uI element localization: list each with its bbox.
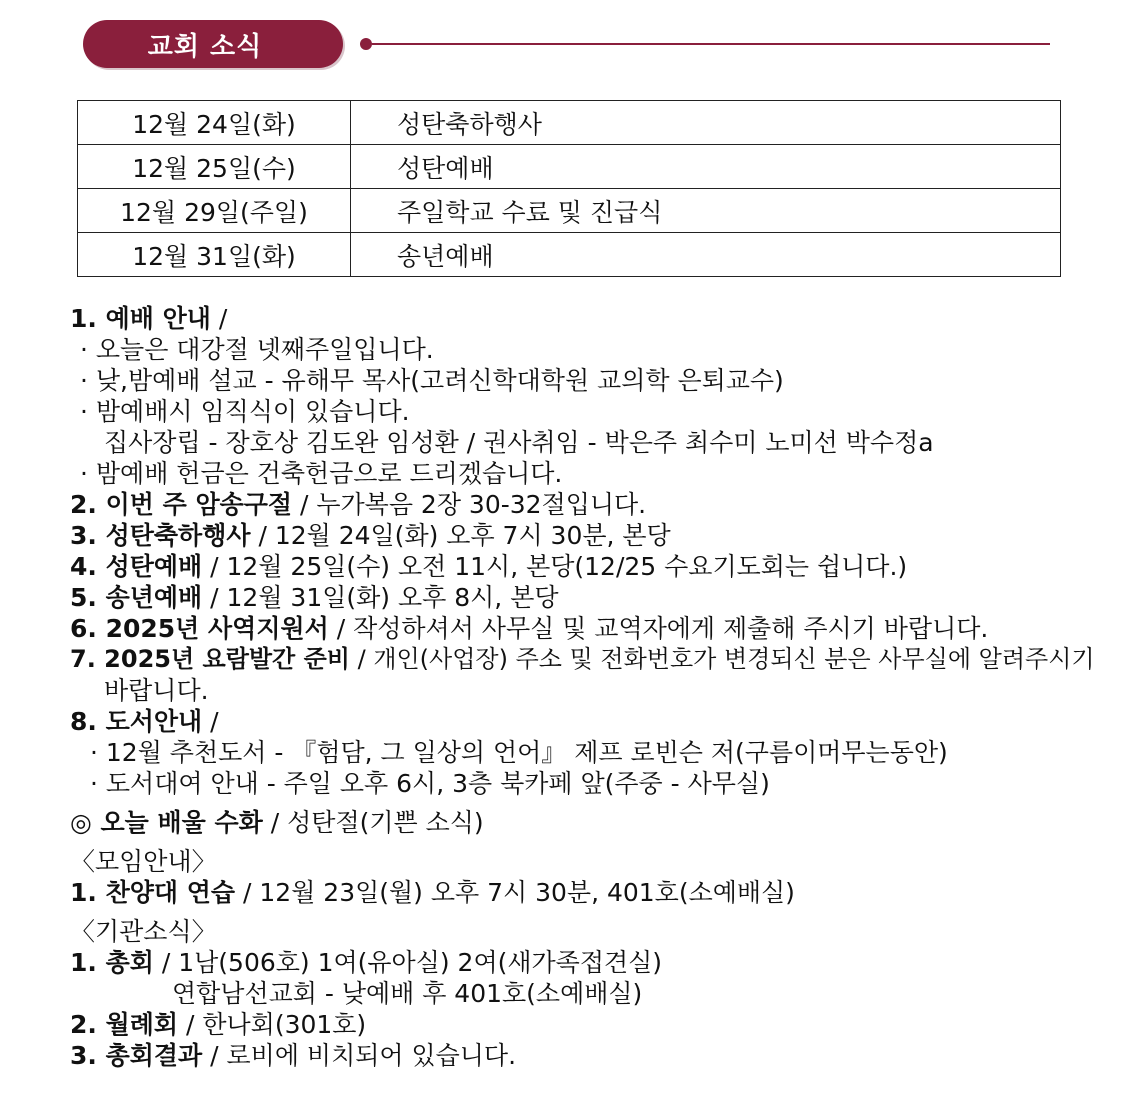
meeting-item [70, 877, 1070, 908]
section-header [0, 0, 1124, 90]
schedule-date: 12월 24일(화) [78, 101, 351, 145]
table-row [78, 189, 1061, 233]
schedule-event: 송년예배 [351, 233, 1061, 277]
org-text: / 한나회(301호) [178, 1010, 367, 1039]
org-item [70, 947, 1070, 978]
schedule-event: 주일학교 수료 및 진급식 [351, 189, 1061, 233]
header-rule-line [372, 43, 1050, 45]
notice-text: / 개인(사업장) 주소 및 전화번호가 변경되신 분은 사무실에 알려주시기 [349, 645, 1095, 673]
meeting-label: 1. 찬양대 연습 [70, 878, 236, 907]
notice-text: / 12월 24일(화) 오후 7시 30분, 본당 [250, 521, 671, 550]
list-item: 집사장립 - 장호상 김도완 임성환 / 권사취임 - 박은주 최수미 노미선 박수정a [104, 428, 934, 457]
list-item: · 밤예배시 임직식이 있습니다. [80, 397, 410, 426]
notice-label: 6. 2025년 사역지원서 [70, 614, 329, 643]
org-item [70, 1040, 1070, 1071]
meeting-text: / 12월 23일(월) 오후 7시 30분, 401호(소예배실) [235, 878, 795, 907]
schedule-event: 성탄예배 [351, 145, 1061, 189]
orgs-heading: 〈기관소식〉 [70, 917, 217, 946]
schedule-date: 12월 29일(주일) [78, 189, 351, 233]
schedule-date: 12월 31일(화) [78, 233, 351, 277]
notice-separator: / [202, 707, 219, 736]
org-label: 2. 월례회 [70, 1010, 179, 1039]
notice-label: 5. 송년예배 [70, 583, 203, 612]
notice-label: 7. 2025년 요람발간 준비 [70, 645, 350, 673]
notice-item [70, 613, 1070, 644]
notice-text: / 작성하셔서 사무실 및 교역자에게 제출해 주시기 바랍니다. [328, 614, 989, 643]
notice-label: 1. 예배 안내 [70, 304, 211, 333]
notice-item [70, 706, 1070, 737]
notice-item [70, 582, 1070, 613]
table-row [78, 233, 1061, 277]
notice-label: 8. 도서안내 [70, 707, 203, 736]
notice-continuation: 바랍니다. [104, 676, 209, 705]
list-item: · 도서대여 안내 - 주일 오후 6시, 3층 북카페 앞(주중 - 사무실) [90, 769, 770, 798]
table-row [78, 145, 1061, 189]
notice-item [70, 520, 1070, 551]
notice-label: 3. 성탄축하행사 [70, 521, 251, 550]
hymn-label: ◎ 오늘 배울 수화 [70, 808, 263, 837]
list-item: · 오늘은 대강절 넷째주일입니다. [80, 335, 434, 364]
notice-text: / 누가복음 2장 30-32절입니다. [292, 490, 647, 519]
schedule-date: 12월 25일(수) [78, 145, 351, 189]
org-label: 3. 총회결과 [70, 1041, 203, 1070]
schedule-event: 성탄축하행사 [351, 101, 1061, 145]
notice-item [70, 489, 1070, 520]
notice-text: / 12월 25일(수) 오전 11시, 본당(12/25 수요기도회는 쉽니다.) [202, 552, 908, 581]
list-item: · 밤예배 헌금은 건축헌금으로 드리겠습니다. [80, 459, 563, 488]
section-title-badge [83, 20, 343, 68]
notice-item [70, 303, 1070, 334]
notice-item [70, 551, 1070, 582]
notice-body [70, 303, 1095, 1071]
notice-text: / 12월 31일(화) 오후 8시, 본당 [202, 583, 559, 612]
section-title: 교회 소식 [147, 31, 263, 62]
hymn-text: / 성탄절(기쁜 소식) [262, 808, 484, 837]
org-label: 1. 총회 [70, 948, 154, 977]
table-row [78, 101, 1061, 145]
org-text: / 로비에 비치되어 있습니다. [202, 1041, 517, 1070]
org-continuation: 연합남선교회 - 낮예배 후 401호(소예배실) [172, 979, 643, 1008]
schedule-table [77, 100, 1061, 277]
notice-label: 4. 성탄예배 [70, 552, 203, 581]
notice-label: 2. 이번 주 암송구절 [70, 490, 293, 519]
meetings-heading: 〈모임안내〉 [70, 847, 217, 876]
hymn-notice [70, 807, 1070, 838]
org-text: / 1남(506호) 1여(유아실) 2여(새가족접견실) [153, 948, 663, 977]
org-item [70, 1009, 1070, 1040]
list-item: · 12월 추천도서 - 『험담, 그 일상의 언어』 제프 로빈슨 저(구름이머무는동안) [90, 738, 948, 767]
header-rule-dot [360, 38, 372, 50]
notice-separator: / [210, 304, 228, 333]
notice-item [70, 644, 1095, 675]
list-item: · 낮,밤예배 설교 - 유해무 목사(고려신학대학원 교의학 은퇴교수) [80, 366, 784, 395]
